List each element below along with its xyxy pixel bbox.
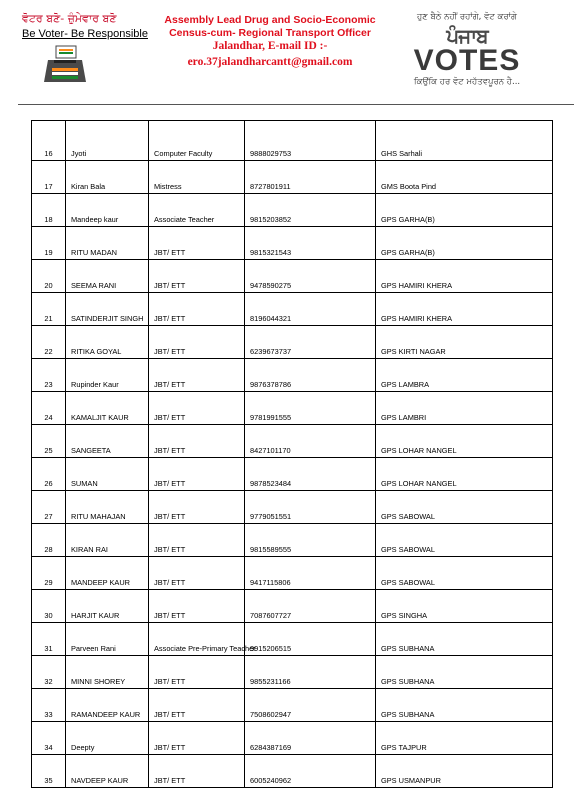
serial-number-cell: 33 xyxy=(32,689,66,722)
serial-number-cell: 20 xyxy=(32,260,66,293)
school-cell: GPS TAJPUR xyxy=(376,722,553,755)
designation-cell: Associate Pre-Primary Teacher xyxy=(149,623,245,656)
serial-number-cell: 30 xyxy=(32,590,66,623)
phone-cell: 9815589555 xyxy=(245,524,376,557)
designation-cell: JBT/ ETT xyxy=(149,689,245,722)
serial-number-cell: 31 xyxy=(32,623,66,656)
school-cell: GMS Boota Pind xyxy=(376,161,553,194)
table-row xyxy=(32,392,553,425)
english-slogan: Be Voter- Be Responsible xyxy=(22,28,148,40)
name-cell: KAMALJIT KAUR xyxy=(66,392,149,425)
school-cell: GPS GARHA(B) xyxy=(376,194,553,227)
name-cell: Parveen Rani xyxy=(66,623,149,656)
phone-cell: 8427101170 xyxy=(245,425,376,458)
designation-cell: JBT/ ETT xyxy=(149,227,245,260)
office-email[interactable]: ero.37jalandharcantt@gmail.com xyxy=(187,56,353,68)
table-row xyxy=(32,557,553,590)
designation-cell: Associate Teacher xyxy=(149,194,245,227)
designation-cell: Mistress xyxy=(149,161,245,194)
school-cell: GPS SABOWAL xyxy=(376,524,553,557)
name-cell: RITIKA GOYAL xyxy=(66,326,149,359)
name-cell: KIRAN RAI xyxy=(66,524,149,557)
table-row xyxy=(32,524,553,557)
table-row xyxy=(32,458,553,491)
phone-cell: 9888029753 xyxy=(245,121,376,161)
phone-cell: 9815203852 xyxy=(245,194,376,227)
name-cell: SEEMA RANI xyxy=(66,260,149,293)
name-cell: Deepty xyxy=(66,722,149,755)
ballot-box-icon xyxy=(40,44,90,84)
name-cell: MANDEEP KAUR xyxy=(66,557,149,590)
school-cell: GHS Sarhali xyxy=(376,121,553,161)
name-cell: Mandeep kaur xyxy=(66,194,149,227)
designation-cell: JBT/ ETT xyxy=(149,722,245,755)
table-row xyxy=(32,326,553,359)
school-cell: GPS SUBHANA xyxy=(376,656,553,689)
designation-cell: JBT/ ETT xyxy=(149,359,245,392)
designation-cell: JBT/ ETT xyxy=(149,458,245,491)
name-cell: RITU MADAN xyxy=(66,227,149,260)
phone-cell: 8196044321 xyxy=(245,293,376,326)
phone-cell: 9915206515 xyxy=(245,623,376,656)
phone-cell: 9876378786 xyxy=(245,359,376,392)
school-cell: GPS KIRTI NAGAR xyxy=(376,326,553,359)
school-cell: GPS LOHAR NANGEL xyxy=(376,425,553,458)
school-cell: GPS SINGHA xyxy=(376,590,553,623)
logo-votes-mark: VOTES xyxy=(413,44,521,77)
office-header xyxy=(150,14,390,69)
staff-table-body xyxy=(32,121,553,788)
logo-subline: ਕਿਉਂਕਿ ਹਰ ਵੋਟ ਮਹੱਤਵਪੂਰਨ ਹੈ... xyxy=(413,77,521,87)
punjab-votes-logo xyxy=(392,12,542,88)
designation-cell: JBT/ ETT xyxy=(149,656,245,689)
office-line-3: Jalandhar, E-mail ID :- xyxy=(212,40,328,52)
serial-number-cell: 22 xyxy=(32,326,66,359)
designation-cell: Computer Faculty xyxy=(149,121,245,161)
phone-cell: 6005240962 xyxy=(245,755,376,788)
serial-number-cell: 17 xyxy=(32,161,66,194)
table-row xyxy=(32,121,553,161)
punjabi-slogan: ਵੋਟਰ ਬਣੋ- ਜ਼ੁੰਮੇਵਾਰ ਬਣੋ xyxy=(22,12,117,25)
table-row xyxy=(32,260,553,293)
name-cell: NAVDEEP KAUR xyxy=(66,755,149,788)
serial-number-cell: 26 xyxy=(32,458,66,491)
school-cell: GPS HAMIRI KHERA xyxy=(376,260,553,293)
designation-cell: JBT/ ETT xyxy=(149,392,245,425)
designation-cell: JBT/ ETT xyxy=(149,755,245,788)
office-line-2: Census-cum- Regional Transport Officer xyxy=(169,27,371,39)
serial-number-cell: 28 xyxy=(32,524,66,557)
table-row xyxy=(32,689,553,722)
phone-cell: 7508602947 xyxy=(245,689,376,722)
office-line-1: Assembly Lead Drug and Socio-Economic xyxy=(164,14,376,26)
header-left xyxy=(22,12,152,41)
school-cell: GPS SABOWAL xyxy=(376,557,553,590)
table-row xyxy=(32,293,553,326)
table-row xyxy=(32,755,553,788)
name-cell: Jyoti xyxy=(66,121,149,161)
school-cell: GPS GARHA(B) xyxy=(376,227,553,260)
table-row xyxy=(32,194,553,227)
name-cell: RITU MAHAJAN xyxy=(66,491,149,524)
phone-cell: 9815321543 xyxy=(245,227,376,260)
name-cell: SUMAN xyxy=(66,458,149,491)
phone-cell: 9417115806 xyxy=(245,557,376,590)
phone-cell: 9781991555 xyxy=(245,392,376,425)
table-row xyxy=(32,227,553,260)
name-cell: RAMANDEEP KAUR xyxy=(66,689,149,722)
phone-cell: 6284387169 xyxy=(245,722,376,755)
logo-punjabi-mark: ਪੰਜਾਬ xyxy=(446,24,488,48)
serial-number-cell: 25 xyxy=(32,425,66,458)
table-row xyxy=(32,491,553,524)
table-row xyxy=(32,590,553,623)
school-cell: GPS USMANPUR xyxy=(376,755,553,788)
name-cell: SANGEETA xyxy=(66,425,149,458)
school-cell: GPS LAMBRI xyxy=(376,392,553,425)
staff-table xyxy=(31,120,553,788)
serial-number-cell: 19 xyxy=(32,227,66,260)
designation-cell: JBT/ ETT xyxy=(149,260,245,293)
phone-cell: 9779051551 xyxy=(245,491,376,524)
school-cell: GPS HAMIRI KHERA xyxy=(376,293,553,326)
phone-cell: 8727801911 xyxy=(245,161,376,194)
designation-cell: JBT/ ETT xyxy=(149,590,245,623)
table-row xyxy=(32,425,553,458)
serial-number-cell: 23 xyxy=(32,359,66,392)
table-row xyxy=(32,359,553,392)
designation-cell: JBT/ ETT xyxy=(149,524,245,557)
name-cell: Kiran Bala xyxy=(66,161,149,194)
school-cell: GPS SABOWAL xyxy=(376,491,553,524)
serial-number-cell: 27 xyxy=(32,491,66,524)
serial-number-cell: 24 xyxy=(32,392,66,425)
logo-tagline: ਹੁਣ ਬੈਠੇ ਨਹੀਂ ਰਹਾਂਗੇ, ਵੋਟ ਕਰਾਂਗੇ xyxy=(417,12,517,22)
school-cell: GPS LOHAR NANGEL xyxy=(376,458,553,491)
phone-cell: 9478590275 xyxy=(245,260,376,293)
serial-number-cell: 16 xyxy=(32,121,66,161)
table-row xyxy=(32,623,553,656)
table-row xyxy=(32,161,553,194)
phone-cell: 9855231166 xyxy=(245,656,376,689)
phone-cell: 6239673737 xyxy=(245,326,376,359)
name-cell: SATINDERJIT SINGH xyxy=(66,293,149,326)
name-cell: MINNI SHOREY xyxy=(66,656,149,689)
name-cell: HARJIT KAUR xyxy=(66,590,149,623)
phone-cell: 9878523484 xyxy=(245,458,376,491)
serial-number-cell: 18 xyxy=(32,194,66,227)
designation-cell: JBT/ ETT xyxy=(149,293,245,326)
school-cell: GPS SUBHANA xyxy=(376,623,553,656)
header-divider xyxy=(18,104,574,105)
designation-cell: JBT/ ETT xyxy=(149,557,245,590)
table-row xyxy=(32,722,553,755)
name-cell: Rupinder Kaur xyxy=(66,359,149,392)
serial-number-cell: 29 xyxy=(32,557,66,590)
table-row xyxy=(32,656,553,689)
designation-cell: JBT/ ETT xyxy=(149,425,245,458)
phone-cell: 7087607727 xyxy=(245,590,376,623)
designation-cell: JBT/ ETT xyxy=(149,326,245,359)
serial-number-cell: 34 xyxy=(32,722,66,755)
serial-number-cell: 32 xyxy=(32,656,66,689)
school-cell: GPS SUBHANA xyxy=(376,689,553,722)
serial-number-cell: 21 xyxy=(32,293,66,326)
school-cell: GPS LAMBRA xyxy=(376,359,553,392)
serial-number-cell: 35 xyxy=(32,755,66,788)
designation-cell: JBT/ ETT xyxy=(149,491,245,524)
